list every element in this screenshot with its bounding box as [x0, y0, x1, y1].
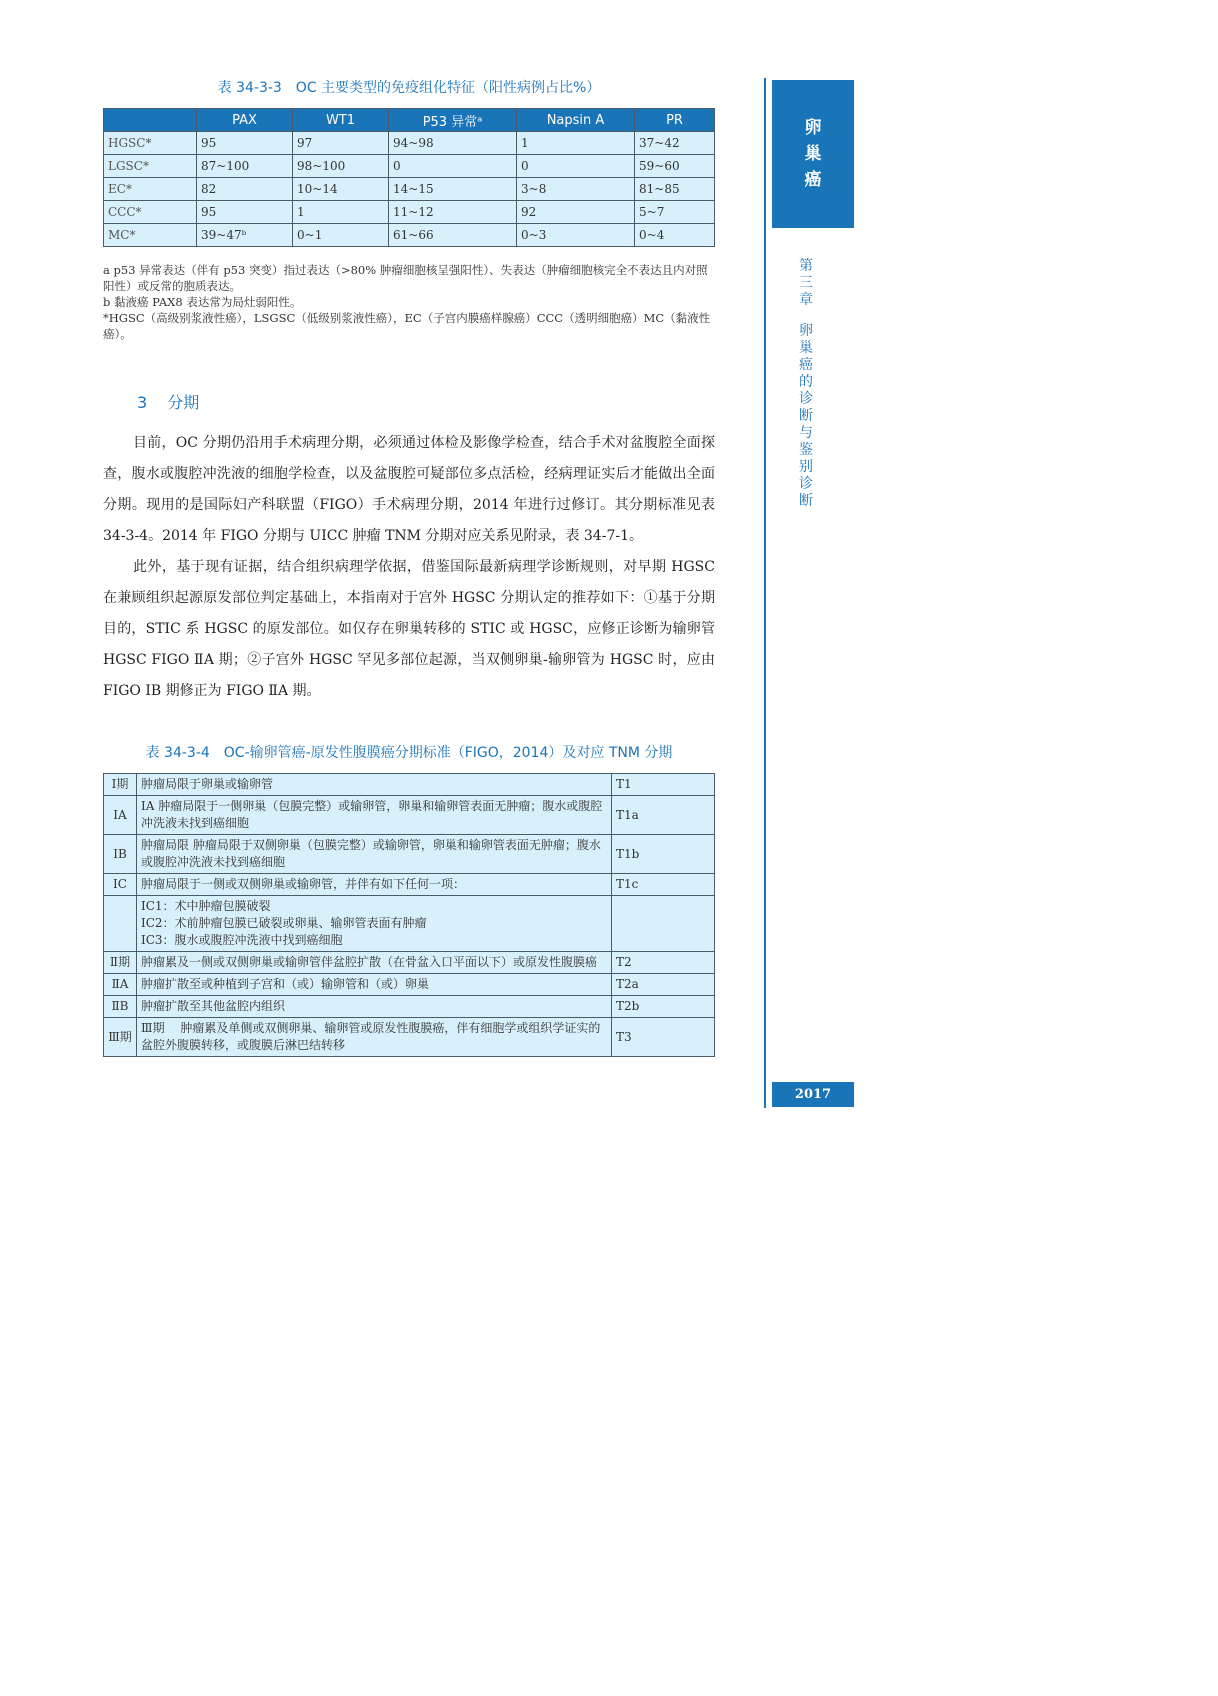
- footnote: a p53 异常表达（伴有 p53 突变）指过表达（>80% 肿瘤细胞核呈强阳性）、失表达（肿瘤细胞核完全不表达且内对照阳性）或反常的胞质表达。: [103, 263, 708, 293]
- table-cell: 3~8: [517, 178, 635, 201]
- table-row: [104, 796, 715, 835]
- table-cell: 肿瘤累及一侧或双侧卵巢或输卵管伴盆腔扩散（在骨盆入口平面以下）或原发性腹膜癌: [137, 952, 612, 974]
- table-cell: Ⅱ期: [104, 952, 137, 974]
- table-cell: 肿瘤局限于卵巢或输卵管: [137, 774, 612, 796]
- table-cell: 14~15: [389, 178, 517, 201]
- table-header-cell: PR: [635, 109, 715, 132]
- table-cell: 95: [197, 132, 293, 155]
- table-cell: 0~4: [635, 224, 715, 247]
- table-cell: LGSC*: [104, 155, 197, 178]
- table1-title: 表 34-3-3 OC 主要类型的免疫组化特征（阳性病例占比%）: [217, 80, 601, 96]
- table-cell: 87~100: [197, 155, 293, 178]
- table-cell: 肿瘤扩散至或种植到子宫和（或）输卵管和（或）卵巢: [137, 974, 612, 996]
- chapter-char: 癌: [799, 357, 813, 373]
- table-cell: 肿瘤扩散至其他盆腔内组织: [137, 996, 612, 1018]
- table-row: [104, 155, 715, 178]
- footnote: b 黏液癌 PAX8 表达常为局灶弱阳性。: [103, 295, 302, 309]
- chapter-char: 与: [799, 425, 813, 441]
- table-cell: T3: [612, 1018, 715, 1057]
- table-cell: 肿瘤局限于一侧或双侧卵巢或输卵管，并伴有如下任何一项：: [137, 874, 612, 896]
- chapter-char: 诊: [799, 476, 813, 492]
- table-header-cell: WT1: [293, 109, 389, 132]
- table-cell: Ⅰ期: [104, 774, 137, 796]
- table-cell: ⅠB: [104, 835, 137, 874]
- table-cell: T1a: [612, 796, 715, 835]
- table-cell: 0: [517, 155, 635, 178]
- table-cell: T1b: [612, 835, 715, 874]
- chapter-char: 鉴: [799, 442, 813, 458]
- table-row: [104, 996, 715, 1018]
- table-cell: T2a: [612, 974, 715, 996]
- table-cell: 82: [197, 178, 293, 201]
- table-cell: T2b: [612, 996, 715, 1018]
- table-cell: 81~85: [635, 178, 715, 201]
- table-row: [104, 224, 715, 247]
- table-cell: 1: [293, 201, 389, 224]
- chapter-char: 的: [799, 374, 813, 390]
- table-header-cell: [104, 109, 197, 132]
- chapter-char: 断: [799, 408, 813, 424]
- table-cell: CCC*: [104, 201, 197, 224]
- table-cell: 98~100: [293, 155, 389, 178]
- chapter-char: 断: [799, 493, 813, 509]
- table-cell: 37~42: [635, 132, 715, 155]
- chapter-vertical-title: [796, 258, 816, 510]
- sidebar-title-char: 巢: [804, 144, 822, 164]
- table-cell: Ⅲ期: [104, 1018, 137, 1057]
- sidebar-title-box: [772, 80, 854, 228]
- table-cell: 94~98: [389, 132, 517, 155]
- table-cell: 肿瘤局限 肿瘤局限于双侧卵巢（包膜完整）或输卵管，卵巢和输卵管表面无肿瘤；腹水或腹腔冲洗液未找到癌细胞: [137, 835, 612, 874]
- table1-footnotes: [103, 262, 715, 342]
- section-number: 3: [137, 393, 148, 412]
- table-cell: 10~14: [293, 178, 389, 201]
- table-row: [104, 774, 715, 796]
- immunohistochemistry-table: [103, 108, 715, 247]
- table-cell: 59~60: [635, 155, 715, 178]
- chapter-char: [796, 309, 816, 323]
- table-header-row: [104, 109, 715, 132]
- table-header-cell: Napsin A: [517, 109, 635, 132]
- table-cell: [612, 896, 715, 952]
- chapter-char: 三: [799, 275, 813, 291]
- body-text: [103, 428, 715, 707]
- chapter-char: 章: [799, 292, 813, 308]
- table-cell: 1: [517, 132, 635, 155]
- table-cell: ⅠA 肿瘤局限于一侧卵巢（包膜完整）或输卵管，卵巢和输卵管表面无肿瘤；腹水或腹腔冲洗液未找到癌细胞: [137, 796, 612, 835]
- table-cell: 61~66: [389, 224, 517, 247]
- table-row: [104, 201, 715, 224]
- table-row: [104, 874, 715, 896]
- table-cell: ⅡB: [104, 996, 137, 1018]
- chapter-char: 别: [799, 459, 813, 475]
- table-cell: ⅠC: [104, 874, 137, 896]
- sidebar-rule: [764, 78, 766, 1108]
- table-cell: EC*: [104, 178, 197, 201]
- table-row: [104, 952, 715, 974]
- paragraph: 此外，基于现有证据，结合组织病理学依据，借鉴国际最新病理学诊断规则，对早期 HGSC 在兼顾组织起源原发部位判定基础上，本指南对于宫外 HGSC 分期认定的推荐如下：①基于分期目的，STIC 系 HGSC 的原发部位。如仅存在卵巢转移的 STIC 或 HGSC，应修正诊断为输卵管 HGSC FIGO ⅡA 期；②子宫外 HGSC 罕见多部位起源，当双侧卵巢-输卵管为 HGSC 时，应由 FIGO ⅠB 期修正为 FIGO ⅡA 期。: [103, 559, 715, 699]
- table-cell: ⅠA: [104, 796, 137, 835]
- table-cell: 97: [293, 132, 389, 155]
- table-cell: MC*: [104, 224, 197, 247]
- chapter-char: 诊: [799, 391, 813, 407]
- table-header-cell: PAX: [197, 109, 293, 132]
- table-header-cell: P53 异常ᵃ: [389, 109, 517, 132]
- table-cell: 11~12: [389, 201, 517, 224]
- table-cell: 5~7: [635, 201, 715, 224]
- paragraph: 目前，OC 分期仍沿用手术病理分期，必须通过体检及影像学检查，结合手术对盆腹腔全面探查，腹水或腹腔冲洗液的细胞学检查，以及盆腹腔可疑部位多点活检，经病理证实后才能做出全面分期。现用的是国际妇产科联盟（FIGO）手术病理分期，2014 年进行过修订。其分期标准见表 34-3-4。2014 年 FIGO 分期与 UICC 肿瘤 TNM 分期对应关系见附录，表 34-7-1。: [103, 435, 715, 544]
- table-cell: 92: [517, 201, 635, 224]
- sidebar-title-char: 癌: [804, 170, 822, 190]
- table-row: [104, 1018, 715, 1057]
- table2-title: 表 34-3-4 OC-输卵管癌-原发性腹膜癌分期标准（FIGO，2014）及对应 TNM 分期: [145, 745, 673, 761]
- table-cell: 0~3: [517, 224, 635, 247]
- chapter-char: 卵: [799, 323, 813, 339]
- footnote: *HGSC（高级别浆液性癌），LSGSC（低级别浆液性癌），EC（子宫内膜癌样腺癌）CCC（透明细胞癌）MC（黏液性癌）。: [103, 311, 711, 341]
- table-cell: Ⅲ期 肿瘤累及单侧或双侧卵巢、输卵管或原发性腹膜癌，伴有细胞学或组织学证实的盆腔外腹膜转移，或腹膜后淋巴结转移: [137, 1018, 612, 1057]
- table-cell: 95: [197, 201, 293, 224]
- chapter-char: 巢: [799, 340, 813, 356]
- table-cell: T1c: [612, 874, 715, 896]
- table-row: [104, 178, 715, 201]
- staging-table: [103, 773, 715, 1057]
- table-cell: 39~47ᵇ: [197, 224, 293, 247]
- chapter-char: 第: [799, 258, 813, 274]
- table-row: [104, 896, 715, 952]
- table-row: [104, 132, 715, 155]
- table-cell: [104, 896, 137, 952]
- table-cell: T2: [612, 952, 715, 974]
- table-cell: ⅠC1：术中肿瘤包膜破裂 ⅠC2：术前肿瘤包膜已破裂或卵巢、输卵管表面有肿瘤 ⅠC3：腹水或腹腔冲洗液中找到癌细胞: [137, 896, 612, 952]
- table-cell: 0: [389, 155, 517, 178]
- section-heading: [137, 390, 199, 413]
- table-row: [104, 835, 715, 874]
- table-cell: HGSC*: [104, 132, 197, 155]
- table-row: [104, 974, 715, 996]
- page-number: 2017: [772, 1082, 854, 1107]
- table-cell: ⅡA: [104, 974, 137, 996]
- sidebar-title-char: 卵: [804, 118, 822, 138]
- table-cell: 0~1: [293, 224, 389, 247]
- table-cell: T1: [612, 774, 715, 796]
- section-title: 分期: [167, 393, 200, 412]
